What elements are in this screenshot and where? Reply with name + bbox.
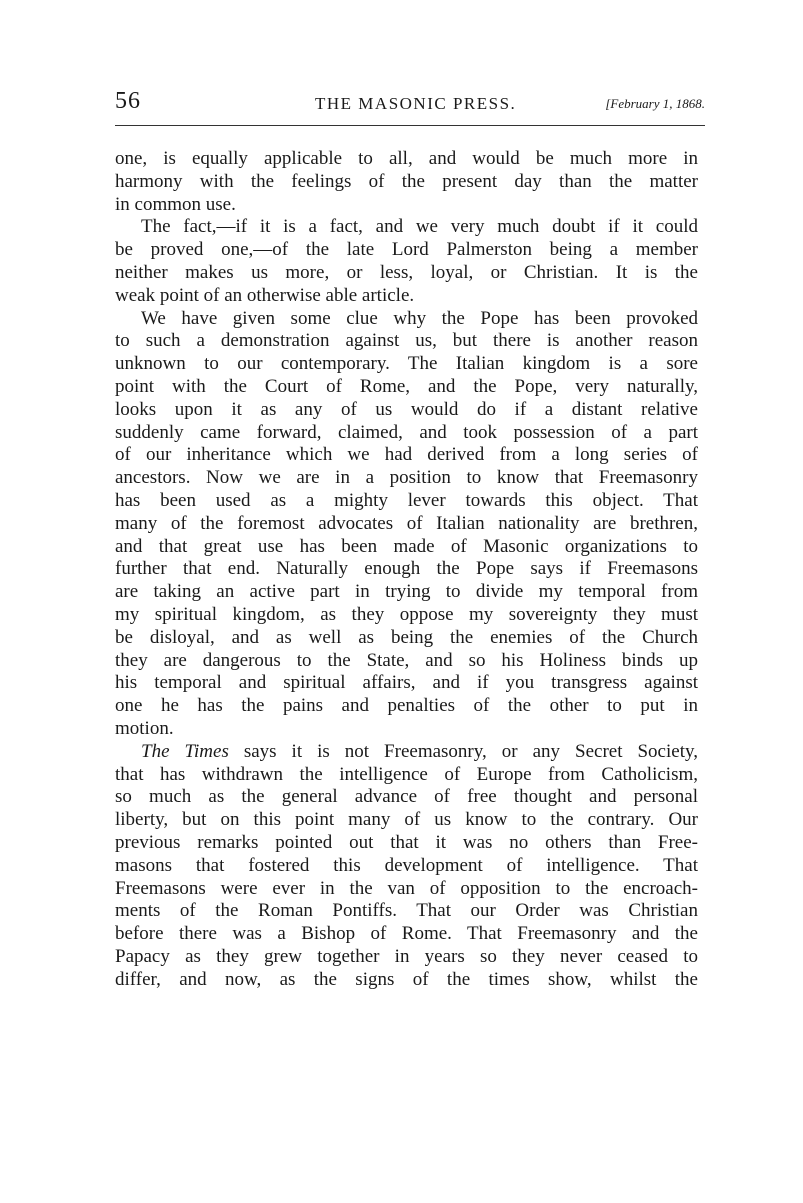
text-line: weak point of an otherwise able article. bbox=[115, 284, 415, 306]
text-line: that has withdrawn the intelligence of Europe from Catholicism, bbox=[115, 763, 698, 785]
header-rule bbox=[115, 125, 705, 126]
page-number: 56 bbox=[115, 88, 141, 114]
running-title: THE MASONIC PRESS. bbox=[315, 94, 517, 113]
text-line: his temporal and spiritual affairs, and if you transgress against bbox=[115, 672, 698, 694]
text-line: before there was a Bishop of Rome. That Freemasonry and the bbox=[115, 923, 698, 945]
text-line: has been used as a mighty lever towards this object. That bbox=[115, 489, 698, 511]
text-line: are taking an active part in trying to divide my temporal from bbox=[115, 581, 698, 603]
text-line: harmony with the feelings of the present day than the matter bbox=[115, 170, 698, 192]
text-line: liberty, but on this point many of us know to the contrary. Our bbox=[115, 809, 698, 831]
text-line: one, is equally applicable to all, and would be much more in bbox=[115, 148, 698, 169]
text-line: one he has the pains and penalties of the other to put in bbox=[115, 695, 698, 717]
text-fragment: says it is not Freemasonry, or any Secret Society, bbox=[243, 740, 698, 762]
text-line: point with the Court of Rome, and the Pope, very naturally, bbox=[115, 375, 698, 397]
text-line: differ, and now, as the signs of the times show, whilst the bbox=[115, 968, 698, 990]
text-line: looks upon it as any of us would do if a distant relative bbox=[115, 398, 698, 420]
text-line: in common use. bbox=[115, 193, 236, 215]
italic-title: The Times bbox=[141, 740, 229, 762]
text-line: be disloyal, and as well as being the enemies of the Church bbox=[115, 626, 698, 648]
text-line: We have given some clue why the Pope has been provoked bbox=[141, 307, 698, 329]
text-line: Freemasons were ever in the van of opposition to the encroach- bbox=[115, 877, 698, 899]
text-line: Papacy as they grew together in years so they never ceased to bbox=[115, 945, 698, 967]
text-line: The fact,—if it is a fact, and we very much doubt if it could bbox=[141, 216, 698, 238]
text-line: they are dangerous to the State, and so his Holiness binds up bbox=[115, 649, 698, 671]
text-line: and that great use has been made of Masonic organizations to bbox=[115, 535, 698, 557]
text-line: ancestors. Now we are in a position to know that Freemasonry bbox=[115, 467, 698, 489]
text-line: suddenly came forward, claimed, and took possession of a part bbox=[115, 421, 698, 443]
header-date: [February 1, 1868. bbox=[605, 96, 705, 111]
text-line: so much as the general advance of free thought and personal bbox=[115, 786, 698, 808]
article-body bbox=[115, 148, 698, 991]
text-line: ments of the Roman Pontiffs. That our Order was Christian bbox=[115, 900, 698, 922]
text-line: motion. bbox=[115, 717, 174, 739]
page-header bbox=[115, 88, 705, 118]
text-line: further that end. Naturally enough the Pope says if Freemasons bbox=[115, 558, 698, 580]
text-line: neither makes us more, or less, loyal, or Christian. It is the bbox=[115, 261, 698, 283]
text-line: be proved one,—of the late Lord Palmerston being a member bbox=[115, 239, 698, 261]
text-line: many of the foremost advocates of Italian nationality are brethren, bbox=[115, 512, 698, 534]
text-line: masons that fostered this development of intelligence. That bbox=[115, 854, 698, 876]
text-line: unknown to our contemporary. The Italian kingdom is a sore bbox=[115, 353, 698, 375]
text-line: of our inheritance which we had derived from a long series of bbox=[115, 444, 698, 466]
text-line: to such a demonstration against us, but there is another reason bbox=[115, 330, 698, 352]
text-line: previous remarks pointed out that it was no others than Free- bbox=[115, 831, 698, 853]
text-line-with-italic bbox=[115, 741, 698, 764]
text-line: my spiritual kingdom, as they oppose my sovereignty they must bbox=[115, 603, 698, 625]
